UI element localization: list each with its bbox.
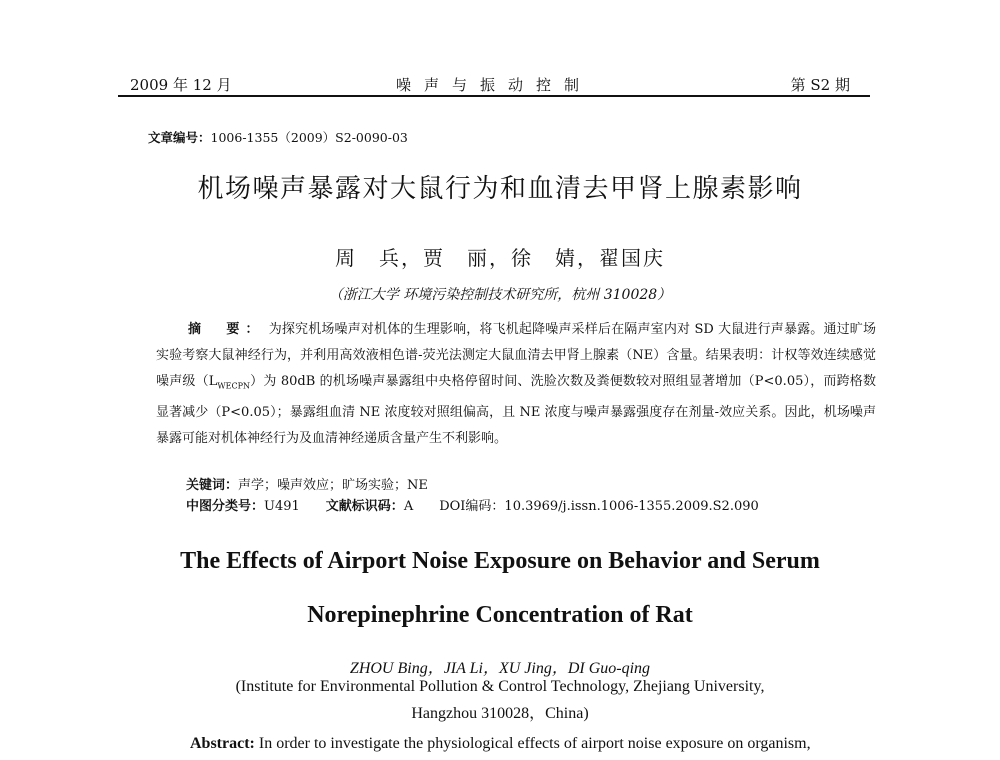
chinese-abstract-text-1: 为探究机场噪声对机体的生理影响，将飞机起降噪声采样后在隔声室内对 SD 大鼠进行声暴露。通过旷场实验考察大鼠神经行为，并利用高效液相色谱-荧光法测定大鼠血清去甲肾上腺素（NE）含量。结果表明：计权等效连续感觉噪声级（L (156, 322, 876, 389)
clc-label: 中图分类号： (186, 499, 265, 514)
english-affiliation-line-1: (Institute for Environmental Pollution & Control Technology, Zhejiang University, (235, 678, 765, 695)
chinese-abstract-text-2: ）为 80dB 的机场噪声暴露组中央格停留时间、洗脸次数及粪便数较对照组显著增加（P<0.05），而跨格数显著减少（P<0.05）；暴露组血清 NE 浓度较对照组偏高，且 NE 浓度与噪声暴露强度存在剂量-效应关系。因此，机场噪声暴露可能对机体神经行为及血清神经递质含量产生不利影响。 (156, 374, 876, 446)
doi-label: DOI编码： (439, 499, 505, 514)
keywords-label: 关键词： (186, 478, 239, 493)
english-abstract (190, 735, 890, 753)
header-journal-name: 噪声与振动控制 (395, 76, 592, 94)
chinese-abstract-subscript: WECPN (217, 381, 250, 391)
chinese-keywords (186, 474, 428, 493)
english-authors: ZHOU Bing，JIA Li，XU Jing，DI Guo-qing (349, 660, 651, 677)
keywords-value: 声学；噪声效应；旷场实验；NE (238, 478, 428, 493)
english-title-line-2: Norepinephrine Concentration of Rat (307, 602, 693, 628)
english-affiliation-line-2: Hangzhou 310028，China) (411, 705, 589, 722)
doc-code-label: 文献标识码： (325, 499, 404, 514)
doc-code-value: A (403, 499, 414, 514)
header-issue: 第 S2 期 (790, 76, 850, 94)
english-title-line-1: The Effects of Airport Noise Exposure on Behavior and Serum (180, 548, 820, 574)
english-abstract-label: Abstract: (190, 735, 255, 752)
chinese-abstract-label: 摘 要： (188, 322, 265, 337)
classification-line (186, 495, 759, 514)
running-header (118, 72, 870, 94)
header-date: 2009 年 12 月 (130, 76, 232, 94)
chinese-authors: 周 兵，贾 丽，徐 婧，翟国庆 (335, 246, 665, 270)
article-number-value: 1006-1355（2009）S2-0090-03 (210, 130, 408, 145)
header-rule (118, 95, 870, 97)
article-number (148, 128, 408, 146)
doi-value: 10.3969/j.issn.1006-1355.2009.S2.090 (504, 499, 759, 514)
chinese-title: 机场噪声暴露对大鼠行为和血清去甲肾上腺素影响 (197, 174, 803, 204)
article-number-label: 文章编号： (148, 130, 211, 145)
english-abstract-text: In order to investigate the physiological effects of airport noise exposure on organism, (258, 735, 811, 752)
chinese-abstract (156, 317, 876, 452)
chinese-affiliation: （浙江大学 环境污染控制技术研究所，杭州 310028） (328, 287, 672, 303)
clc-value: U491 (264, 499, 300, 514)
